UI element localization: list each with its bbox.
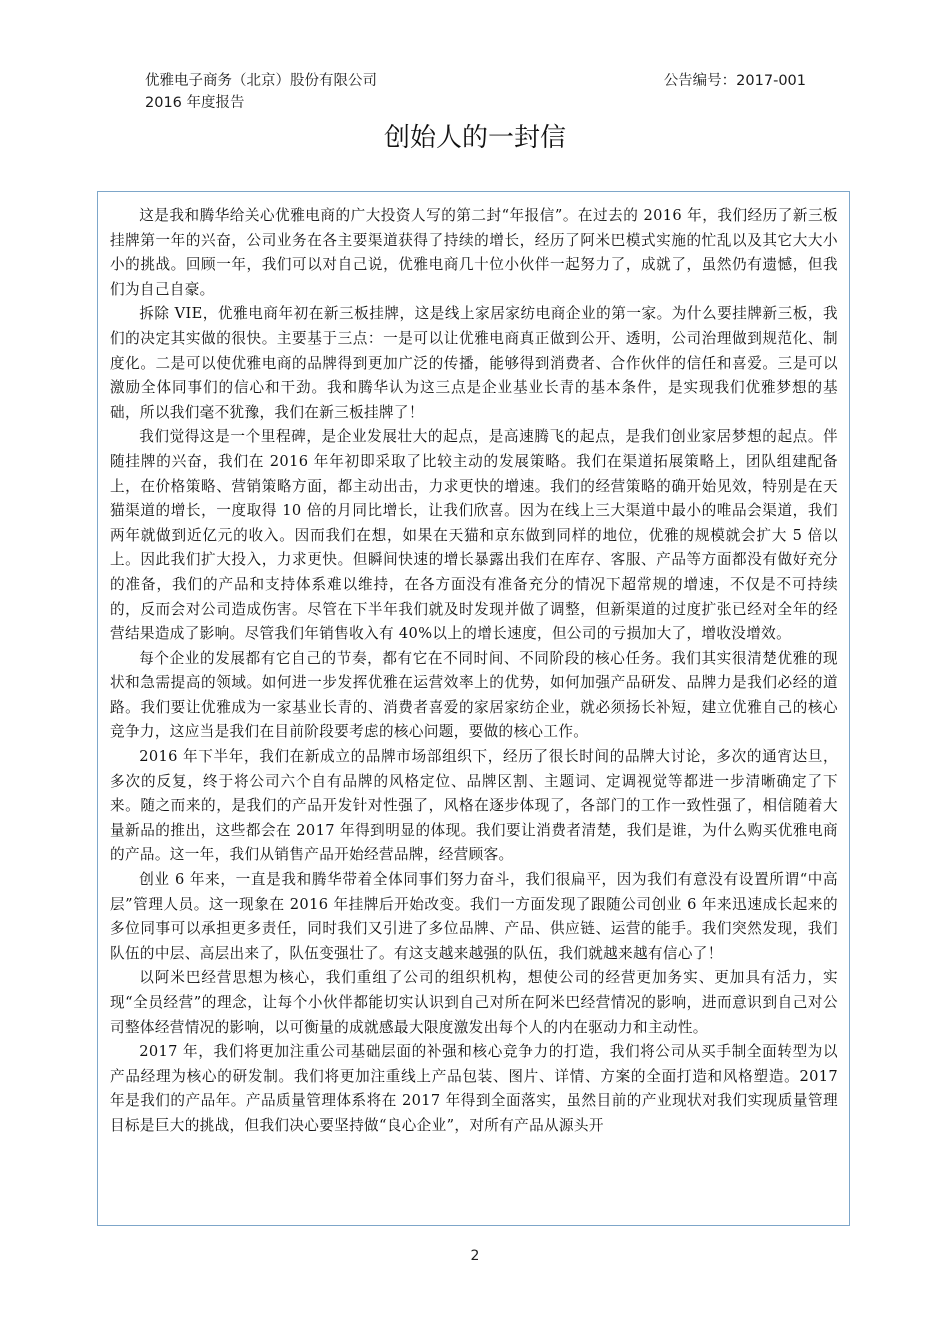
company-name: 优雅电子商务（北京）股份有限公司	[145, 73, 377, 89]
paragraph: 以阿米巴经营思想为核心，我们重组了公司的组织机构，想使公司的经营更加务实、更加具有活力，实现“全员经营”的理念，让每个小伙伴都能切实认识到自己对所在阿米巴经营情况的影响，进而意识到自己对公司整体经营情况的影响，以可衡量的成就感最大限度激发出每个人的内在驱动力和主动性。	[110, 969, 838, 1036]
notice-number: 公告编号：2017-001	[663, 73, 806, 89]
page-title: 创始人的一封信	[383, 123, 566, 153]
paragraph: 创业 6 年来，一直是我和腾华带着全体同事们努力奋斗，我们很扁平，因为我们有意没有设置所谓“中高层”管理人员。这一现象在 2016 年挂牌后开始改变。我们一方面发现了跟随公司创业 6 年来迅速成长起来的多位同事可以承担更多责任，同时我们又引进了多位品牌、产品、供应链、运营的能手。我们突然发现，我们队伍的中层、高层出来了，队伍变强壮了。有这支越来越强的队伍，我们就越来越有信心了！	[110, 871, 838, 962]
letter-body	[97, 191, 850, 1226]
report-title: 2016 年度报告	[145, 95, 245, 111]
paragraph: 这是我和腾华给关心优雅电商的广大投资人写的第二封“年报信”。在过去的 2016 年，我们经历了新三板挂牌第一年的兴奋，公司业务在各主要渠道获得了持续的增长，经历了阿米巴模式实施的忙乱以及其它大大小小的挑战。回顾一年，我们可以对自己说，优雅电商几十位小伙伴一起努力了，成就了，虽然仍有遗憾，但我们为自己自豪。	[110, 207, 838, 298]
document-header	[145, 70, 377, 114]
paragraph: 每个企业的发展都有它自己的节奏，都有它在不同时间、不同阶段的核心任务。我们其实很清楚优雅的现状和急需提高的领域。如何进一步发挥优雅在运营效率上的优势，如何加强产品研发、品牌力是我们必经的道路。我们要让优雅成为一家基业长青的、消费者喜爱的家居家纺企业，就必须扬长补短，建立优雅自己的核心竞争力，这应当是我们在目前阶段要考虑的核心问题，要做的核心工作。	[110, 649, 838, 741]
paragraph: 2017 年，我们将更加注重公司基础层面的补强和核心竞争力的打造，我们将公司从买手制全面转型为以产品经理为核心的研发制。我们将更加注重线上产品包装、图片、详情、方案的全面打造和风格塑造。2017 年是我们的产品年。产品质量管理体系将在 2017 年得到全面落实，虽然目前的产业现状对我们实现质量管理目标是巨大的挑战，但我们决心要坚持做“良心企业”，对所有产品从源头开	[110, 1043, 838, 1134]
page-number: 2	[470, 1248, 480, 1264]
paragraph: 我们觉得这是一个里程碑，是企业发展壮大的起点，是高速腾飞的起点，是我们创业家居梦想的起点。伴随挂牌的兴奋，我们在 2016 年年初即采取了比较主动的发展策略。我们在渠道拓展策略上，团队组建配备上，在价格策略、营销策略方面，都主动出击，力求更快的增速。我们的经营策略的确开始见效，特别是在天猫渠道的增长，一度取得 10 倍的月同比增长，让我们欣喜。因为在线上三大渠道中最小的唯品会渠道，我们两年就做到近亿元的收入。因而我们在想，如果在天猫和京东做到同样的地位，优雅的规模就会扩大 5 倍以上。因此我们扩大投入，力求更快。但瞬间快速的增长暴露出我们在库存、客服、产品等方面都没有做好充分的准备，我们的产品和支持体系难以维持，在各方面没有准备充分的情况下超常规的增速，不仅是不可持续的，反而会对公司造成伤害。尽管在下半年我们就及时发现并做了调整，但新渠道的过度扩张已经对全年的经营结果造成了影响。尽管我们年销售收入有 40%以上的增长速度，但公司的亏损加大了，增收没增效。	[110, 428, 838, 643]
paragraph: 2016 年下半年，我们在新成立的品牌市场部组织下，经历了很长时间的品牌大讨论，多次的通宵达旦，多次的反复，终于将公司六个自有品牌的风格定位、品牌区割、主题词、定调视觉等都进一步清晰确定了下来。随之而来的，是我们的产品开发针对性强了，风格在逐步体现了，各部门的工作一致性强了，相信随着大量新品的推出，这些都会在 2017 年得到明显的体现。我们要让消费者清楚，我们是谁，为什么购买优雅电商的产品。这一年，我们从销售产品开始经营品牌，经营顾客。	[110, 748, 838, 864]
paragraph: 拆除 VIE，优雅电商年初在新三板挂牌，这是线上家居家纺电商企业的第一家。为什么要挂牌新三板，我们的决定其实做的很快。主要基于三点：一是可以让优雅电商真正做到公开、透明，公司治理做到规范化、制度化。二是可以使优雅电商的品牌得到更加广泛的传播，能够得到消费者、合作伙伴的信任和喜爱。三是可以激励全体同事们的信心和干劲。我和腾华认为这三点是企业基业长青的基本条件，是实现我们优雅梦想的基础，所以我们毫不犹豫，我们在新三板挂牌了！	[110, 305, 838, 421]
